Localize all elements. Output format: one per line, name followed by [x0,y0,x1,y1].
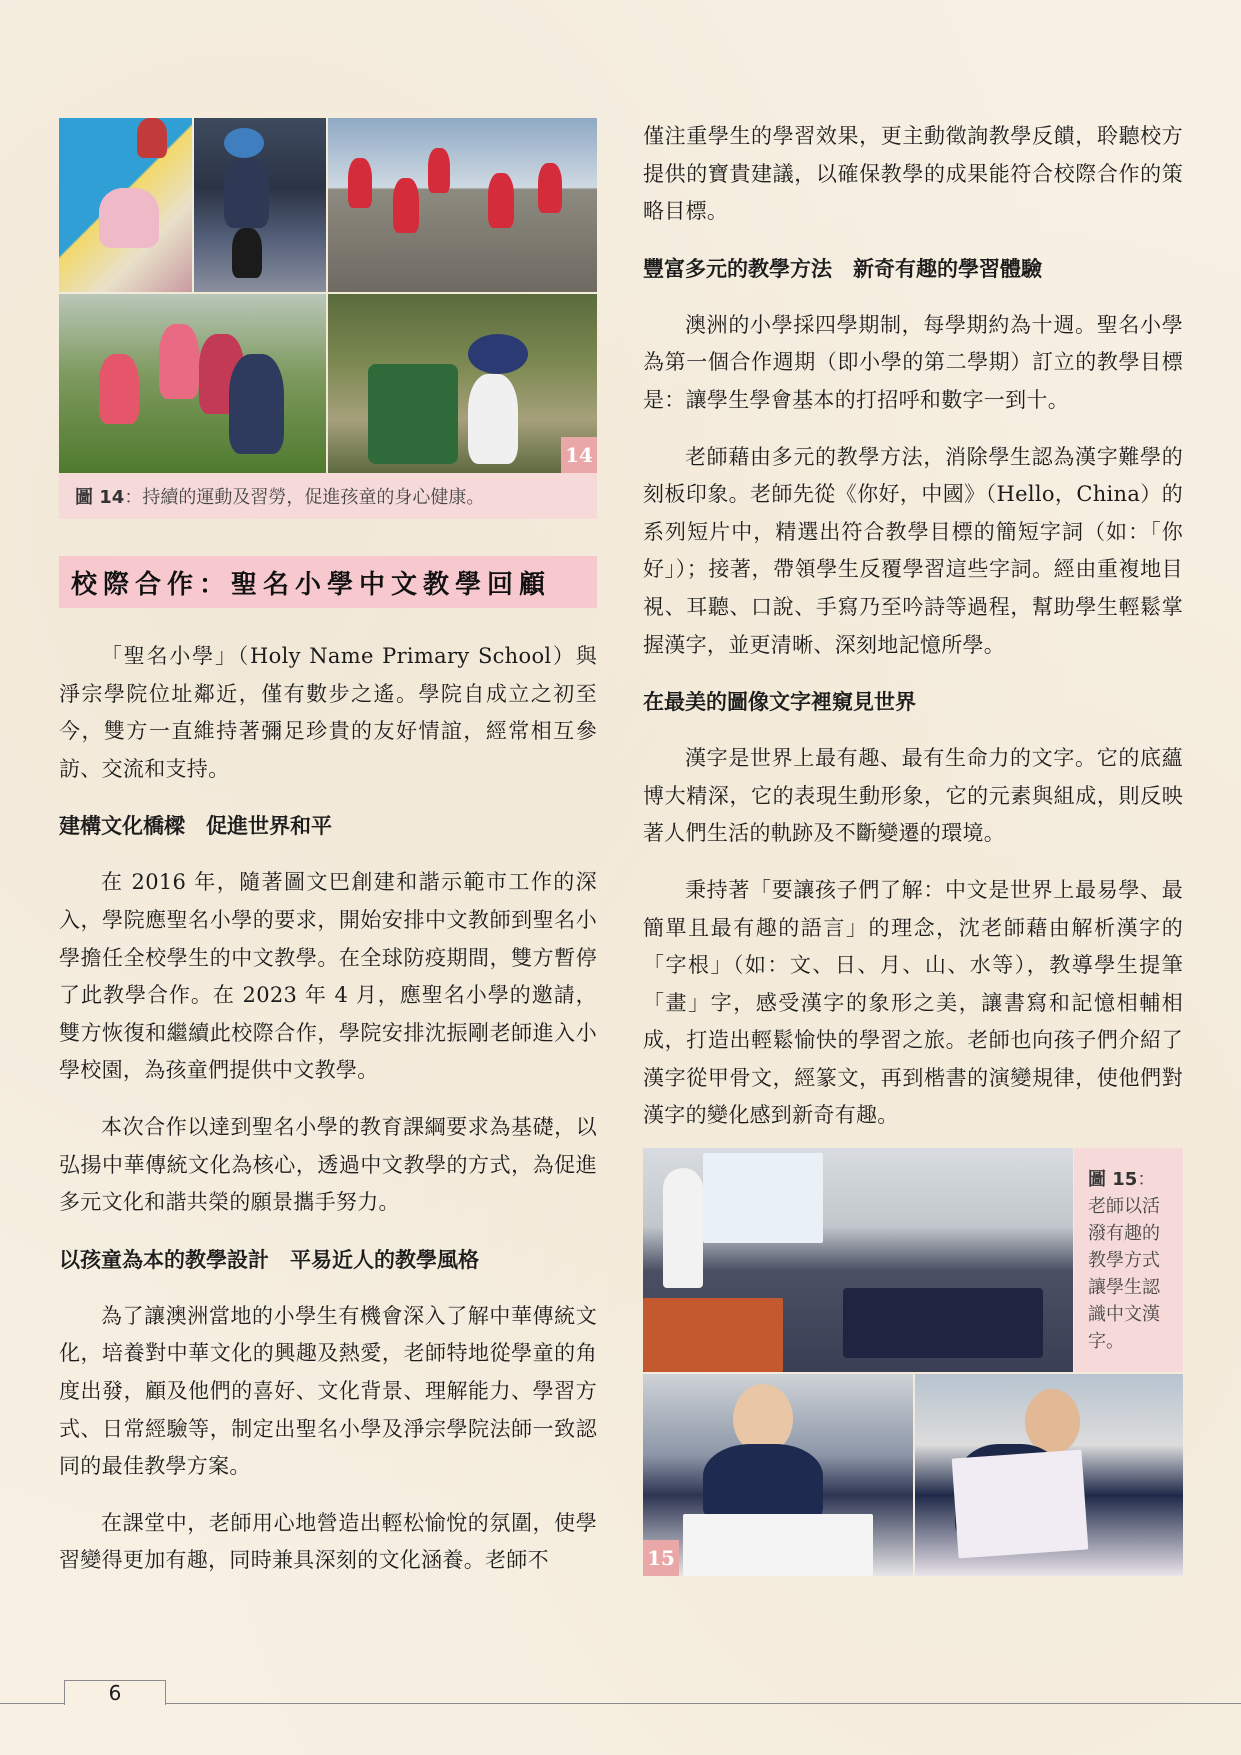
right-subheading-1: 豐富多元的教學方法 新奇有趣的學習體驗 [643,256,1042,281]
photo-student-writing [643,1374,913,1576]
left-paragraph-3: 本次合作以達到聖名小學的教育課綱要求為基礎，以弘揚中華傳統文化為核心，透過中文教學的方式，為促進多元文化和諧共榮的願景攜手努力。 [59,1114,597,1215]
left-paragraph-5: 在課堂中，老師用心地營造出輕松愉悅的氛圍，使學習變得更加有趣，同時兼具深刻的文化涵養。老師不 [59,1510,597,1573]
figure-14-caption-text: ：持續的運動及習勞，促進孩童的身心健康。 [124,487,485,508]
right-paragraph-1: 僅注重學生的學習效果，更主動徵詢教學反饋，聆聽校方提供的寶貴建議，以確保教學的成果能符合校際合作的策略目標。 [643,124,1183,224]
photo-child-raking [328,294,597,473]
left-paragraph-2: 在 2016 年，隨著圖文巴創建和諧示範市工作的深入，學院應聖名小學的要求，開始安排中文教師到聖名小學擔任全校學生的中文教學。在全球防疫期間，雙方暫停了此教學合作。在 2023 年 4 月，應聖名小學的邀請，雙方恢復和繼續此校際合作，學院安排沈振剛老師進入小學校園，為孩童們提供中文教學。 [59,870,597,1083]
figure-15-caption-line-1: ： [1137,1169,1156,1190]
footer-line [0,1703,1241,1704]
photo-kids-outdoor [59,294,326,473]
figure-15-caption-line-7: 字。 [1088,1331,1124,1352]
figure-15-caption-label: 圖 15 [1088,1169,1138,1190]
photo-student-drawing [915,1374,1183,1576]
figure-15-caption-line-6: 識中文漢 [1088,1304,1160,1325]
figure-15-caption-line-5: 讓學生認 [1088,1277,1160,1298]
left-subheading-1: 建構文化橋樑 促進世界和平 [59,814,332,839]
figure-14-badge: 14 [561,437,597,473]
right-paragraph-3: 老師藉由多元的教學方法，消除學生認為漢字難學的刻板印象。老師先從《你好，中國》（Hello，China）的系列短片中，精選出符合教學目標的簡短字詞（如：「你好」）；接著，帶領學生反覆學習這些字詞。經由重複地目視、耳聽、口說、手寫乃至吟詩等過程，幫助學生輕鬆掌握漢字，並更清晰、深刻地記憶所學。 [643,444,1183,657]
figure-14-caption [59,473,597,519]
left-subheading-2: 以孩童為本的教學設計 平易近人的教學風格 [59,1247,479,1272]
photo-kids-exercise [328,118,597,292]
photo-child-dancing [194,118,326,292]
figure-14-caption-label: 圖 14 [75,487,125,508]
right-column [643,118,1183,1135]
right-paragraph-5: 秉持著「要讓孩子們了解：中文是世界上最易學、最簡單且最有趣的語言」的理念，沈老師藉由解析漢字的「字根」（如：文、日、月、山、水等），教導學生提筆「畫」字，感受漢字的象形之美，讓書寫和記憶相輔相成，打造出輕鬆愉快的學習之旅。老師也向孩子們介紹了漢字從甲骨文，經篆文，再到楷書的演變規律，使他們對漢字的變化感到新奇有趣。 [643,877,1183,1128]
section-title: 校際合作：聖名小學中文教學回顧 [59,556,597,608]
figure-15-caption-line-2: 老師以活 [1088,1196,1160,1217]
right-paragraph-4: 漢字是世界上最有趣、最有生命力的文字。它的底蘊博大精深，它的表現生動形象，它的元素與組成，則反映著人們生活的軌跡及不斷變遷的環境。 [643,746,1183,846]
left-paragraph-4: 為了讓澳洲當地的小學生有機會深入了解中華傳統文化，培養對中華文化的興趣及熱愛，老師特地從學童的角度出發，顧及他們的喜好、文化背景、理解能力、學習方式、日常經驗等，制定出聖名小學及淨宗學院法師一致認同的最佳教學方案。 [59,1303,597,1479]
figure-15-caption-line-3: 潑有趣的 [1088,1223,1160,1244]
page-number: 6 [64,1680,166,1705]
photo-classroom-teacher [643,1148,1073,1372]
figure-15-caption [1074,1148,1183,1372]
photo-gym-mat [59,118,192,292]
right-subheading-2: 在最美的圖像文字裡窺見世界 [643,690,916,715]
left-column [59,638,597,1580]
figure-15-caption-line-4: 教學方式 [1088,1250,1160,1271]
right-paragraph-2: 澳洲的小學採四學期制，每學期約為十週。聖名小學為第一個合作週期（即小學的第二學期）訂立的教學目標是：讓學生學會基本的打招呼和數字一到十。 [643,312,1183,412]
figure-15-badge: 15 [643,1540,679,1576]
left-paragraph-1: 「聖名小學」（Holy Name Primary School）與淨宗學院位址鄰近，僅有數步之遙。學院自成立之初至今，雙方一直維持著彌足珍貴的友好情誼，經常相互參訪、交流和支持。 [59,644,597,781]
